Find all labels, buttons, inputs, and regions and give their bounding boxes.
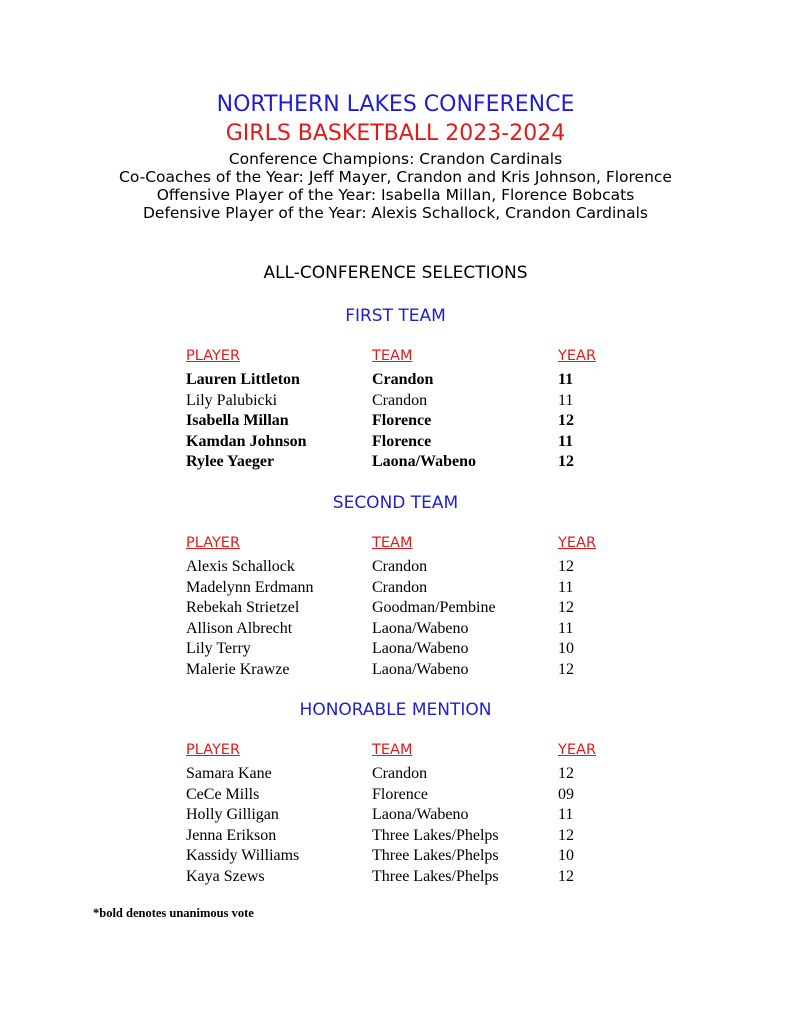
honorable-mention-table	[186, 742, 626, 888]
table-row	[186, 765, 626, 786]
table-row	[186, 412, 626, 433]
year-cell: 11	[558, 806, 574, 823]
team-cell: Three Lakes/Phelps	[372, 867, 499, 885]
year-cell: 11	[558, 432, 574, 450]
year-cell: 12	[558, 826, 574, 844]
team-cell: Crandon	[372, 391, 428, 409]
team-cell: Florence	[372, 412, 432, 429]
column-header-row	[186, 348, 626, 371]
team-cell: Crandon	[372, 371, 434, 388]
year-cell: 12	[558, 660, 574, 678]
table-row	[186, 599, 626, 620]
column-header-row	[186, 535, 626, 558]
honorable-mention-heading: HONORABLE MENTION	[299, 700, 492, 720]
column-header-player: PLAYER	[186, 348, 241, 364]
year-cell: 11	[558, 371, 574, 388]
table-row	[186, 640, 626, 661]
player-cell: Rylee Yaeger	[186, 453, 275, 470]
table-row	[186, 806, 626, 827]
player-cell: Jenna Erikson	[186, 826, 277, 844]
team-cell: Crandon	[372, 558, 428, 575]
year-cell: 11	[558, 578, 574, 596]
team-cell: Laona/Wabeno	[372, 660, 469, 678]
year-cell: 12	[558, 453, 574, 470]
all-conference-heading: ALL-CONFERENCE SELECTIONS	[263, 263, 528, 283]
player-cell: Kaya Szews	[186, 867, 265, 885]
first-team-heading: FIRST TEAM	[345, 306, 446, 326]
team-cell: Goodman/Pembine	[372, 599, 496, 616]
team-cell: Laona/Wabeno	[372, 619, 469, 637]
player-cell: Kassidy Williams	[186, 847, 300, 864]
player-cell: Lauren Littleton	[186, 371, 300, 388]
column-header-year: YEAR	[558, 535, 597, 551]
second-team-heading: SECOND TEAM	[332, 493, 459, 513]
table-row	[186, 847, 626, 868]
table-row	[186, 786, 626, 807]
year-cell: 12	[558, 558, 574, 575]
column-header-team: TEAM	[372, 348, 413, 364]
team-cell: Laona/Wabeno	[372, 453, 477, 470]
player-cell: Alexis Schallock	[186, 558, 295, 575]
column-header-row	[186, 742, 626, 765]
table-row	[186, 579, 626, 600]
team-cell: Crandon	[372, 765, 428, 782]
team-cell: Three Lakes/Phelps	[372, 826, 499, 844]
second-team-table	[186, 535, 626, 681]
player-cell: Isabella Millan	[186, 412, 289, 429]
column-header-team: TEAM	[372, 535, 413, 551]
column-header-player: PLAYER	[186, 535, 241, 551]
table-row	[186, 453, 626, 474]
table-row	[186, 392, 626, 413]
player-cell: Madelynn Erdmann	[186, 578, 314, 596]
year-cell: 12	[558, 867, 574, 885]
year-cell: 12	[558, 765, 574, 782]
table-row	[186, 558, 626, 579]
column-header-year: YEAR	[558, 348, 597, 364]
year-cell: 11	[558, 391, 574, 409]
table-row	[186, 661, 626, 682]
coaches-of-the-year: Co-Coaches of the Year: Jeff Mayer, Crandon and Kris Johnson, Florence	[119, 168, 672, 186]
team-cell: Laona/Wabeno	[372, 640, 469, 657]
first-team-table	[186, 348, 626, 474]
table-row	[186, 620, 626, 641]
player-cell: Lily Palubicki	[186, 391, 278, 409]
year-cell: 10	[558, 847, 574, 864]
team-cell: Florence	[372, 432, 432, 450]
table-row	[186, 827, 626, 848]
player-cell: CeCe Mills	[186, 785, 260, 803]
table-row	[186, 868, 626, 889]
team-cell: Crandon	[372, 578, 428, 596]
defensive-player-of-the-year: Defensive Player of the Year: Alexis Schallock, Crandon Cardinals	[142, 204, 649, 222]
year-cell: 12	[558, 599, 574, 616]
column-header-player: PLAYER	[186, 742, 241, 758]
player-cell: Rebekah Strietzel	[186, 599, 300, 616]
player-cell: Lily Terry	[186, 640, 251, 657]
year-cell: 12	[558, 412, 574, 429]
offensive-player-of-the-year: Offensive Player of the Year: Isabella Millan, Florence Bobcats	[156, 186, 635, 204]
conference-title: NORTHERN LAKES CONFERENCE	[216, 92, 575, 117]
player-cell: Kamdan Johnson	[186, 432, 307, 450]
column-header-team: TEAM	[372, 742, 413, 758]
player-cell: Malerie Krawze	[186, 660, 290, 678]
year-cell: 09	[558, 785, 574, 803]
team-cell: Three Lakes/Phelps	[372, 847, 499, 864]
conference-champions: Conference Champions: Crandon Cardinals	[228, 150, 563, 168]
year-cell: 10	[558, 640, 574, 657]
season-title: GIRLS BASKETBALL 2023-2024	[225, 121, 566, 146]
table-row	[186, 433, 626, 454]
team-cell: Laona/Wabeno	[372, 806, 469, 823]
footnote: *bold denotes unanimous vote	[93, 906, 254, 920]
team-cell: Florence	[372, 785, 428, 803]
table-row	[186, 371, 626, 392]
column-header-year: YEAR	[558, 742, 597, 758]
player-cell: Samara Kane	[186, 765, 272, 782]
year-cell: 11	[558, 619, 574, 637]
player-cell: Holly Gilligan	[186, 806, 279, 823]
player-cell: Allison Albrecht	[186, 619, 293, 637]
